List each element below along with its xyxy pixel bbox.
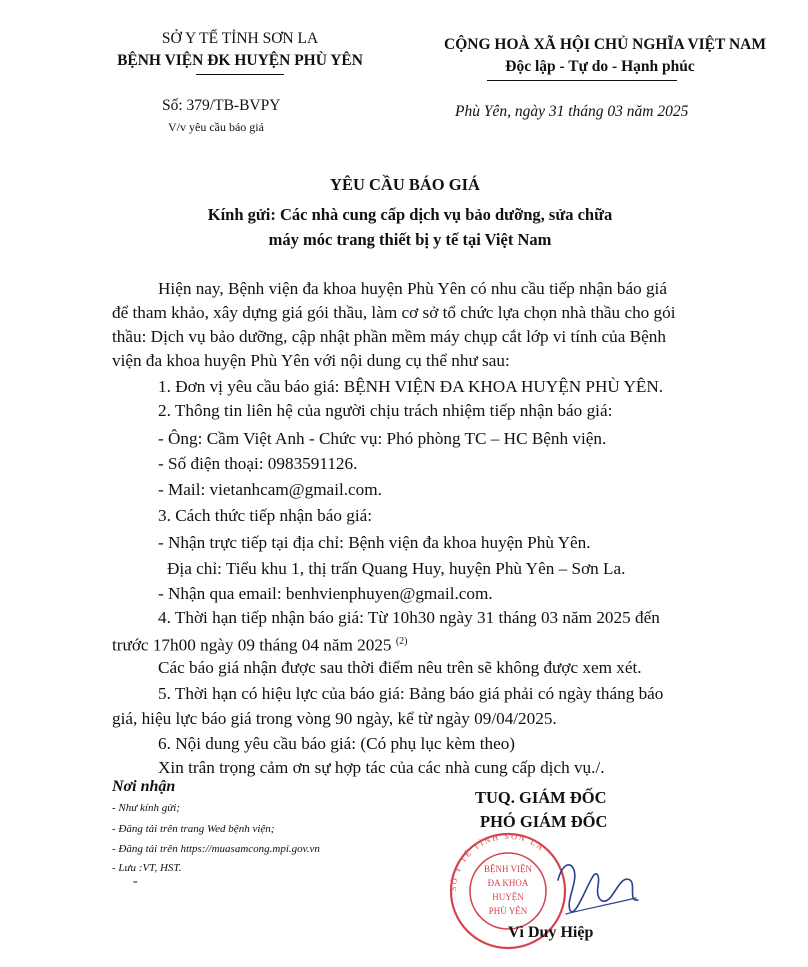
- recipient-item: - Lưu :VT, HST.: [112, 862, 182, 874]
- addressee-line-2: máy móc trang thiết bị y tế tại Việt Nam: [268, 230, 552, 249]
- body-line: viện đa khoa huyện Phù Yên với nội dung cụ thể như sau:: [112, 351, 510, 370]
- motto-underline: [487, 80, 677, 81]
- body-line: 6. Nội dung yêu cầu báo giá: (Có phụ lục kèm theo): [158, 734, 516, 753]
- body-line: 5. Thời hạn có hiệu lực của báo giá: Bảng báo giá phải có ngày tháng báo: [158, 684, 664, 703]
- body-line: - Nhận trực tiếp tại địa chỉ: Bệnh viện đa khoa huyện Phù Yên.: [158, 533, 591, 552]
- organization-name: BỆNH VIỆN ĐK HUYỆN PHÙ YÊN: [117, 52, 363, 69]
- body-line: - Mail: vietanhcam@gmail.com.: [158, 480, 382, 499]
- addressee-line-1: Kính gửi: Các nhà cung cấp dịch vụ bảo dưỡng, sửa chữa: [207, 205, 613, 224]
- seal-text-line: BỆNH VIỆN: [483, 864, 533, 874]
- body-line: - Nhận qua email: benhvienphuyen@gmail.com.: [158, 584, 493, 603]
- deadline-text: trước 17h00 ngày 09 tháng 04 năm 2025: [112, 635, 392, 655]
- document-number: Số: 379/TB-BVPY: [162, 97, 281, 114]
- national-motto: Độc lập - Tự do - Hạnh phúc: [505, 58, 695, 75]
- seal-ring-text: SỞ Y TẾ TỈNH SƠN LA: [448, 832, 547, 892]
- body-line: để tham khảo, xây dựng giá gói thầu, làm cơ sở tổ chức lựa chọn nhà thầu cho gói: [112, 303, 676, 322]
- seal-text-line: HUYỆN: [492, 892, 524, 902]
- body-line: 2. Thông tin liên hệ của người chịu trách nhiệm tiếp nhận báo giá:: [158, 401, 613, 420]
- body-line: [112, 630, 407, 658]
- seal-text-line: PHÙ YÊN: [488, 906, 528, 916]
- body-line: - Số điện thoại: 0983591126.: [158, 454, 358, 473]
- signature-authority-line: TUQ. GIÁM ĐỐC: [475, 788, 607, 807]
- document-date: Phù Yên, ngày 31 tháng 03 năm 2025: [455, 103, 689, 120]
- parent-organization: SỞ Y TẾ TỈNH SƠN LA: [161, 30, 319, 47]
- body-line: thầu: Dịch vụ bảo dưỡng, cập nhật phần mềm máy chụp cắt lớp vi tính của Bệnh: [112, 327, 666, 346]
- body-line: - Ông: Cầm Việt Anh - Chức vụ: Phó phòng TC – HC Bệnh viện.: [158, 429, 607, 448]
- recipients-heading: Nơi nhận: [112, 778, 176, 795]
- body-line: Xin trân trọng cảm ơn sự hợp tác của các nhà cung cấp dịch vụ./.: [158, 758, 605, 777]
- footnote-marker: (2): [395, 636, 408, 647]
- signature-title: PHÓ GIÁM ĐỐC: [480, 812, 608, 831]
- org-underline: [196, 74, 284, 75]
- recipient-item: - Đăng tải trên trang Wed bệnh viện;: [112, 823, 275, 835]
- recipient-item: - Đăng tải trên https://muasamcong.mpi.gov.vn: [112, 843, 320, 855]
- body-line: Các báo giá nhận được sau thời điểm nêu trên sẽ không được xem xét.: [158, 658, 642, 677]
- body-line: 3. Cách thức tiếp nhận báo giá:: [158, 506, 373, 525]
- body-line: Hiện nay, Bệnh viện đa khoa huyện Phù Yên có nhu cầu tiếp nhận báo giá: [158, 279, 667, 298]
- trailing-dash: -: [133, 874, 138, 889]
- body-line: 4. Thời hạn tiếp nhận báo giá: Từ 10h30 ngày 31 tháng 03 năm 2025 đến: [158, 608, 660, 627]
- document-title: YÊU CẦU BÁO GIÁ: [330, 175, 480, 194]
- recipient-item: - Như kính gửi;: [112, 802, 180, 814]
- body-line: giá, hiệu lực báo giá trong vòng 90 ngày, kể từ ngày 09/04/2025.: [112, 709, 557, 728]
- signer-name: Vì Duy Hiệp: [508, 924, 594, 941]
- seal-text-line: ĐA KHOA: [487, 878, 529, 888]
- body-line: 1. Đơn vị yêu cầu báo giá: BỆNH VIỆN ĐA KHOA HUYỆN PHÙ YÊN.: [158, 377, 664, 396]
- body-line: Địa chỉ: Tiểu khu 1, thị trấn Quang Huy, huyện Phù Yên – Sơn La.: [167, 559, 626, 578]
- country-name: CỘNG HOÀ XÃ HỘI CHỦ NGHĨA VIỆT NAM: [444, 36, 766, 53]
- document-subject: V/v yêu cầu báo giá: [168, 120, 264, 134]
